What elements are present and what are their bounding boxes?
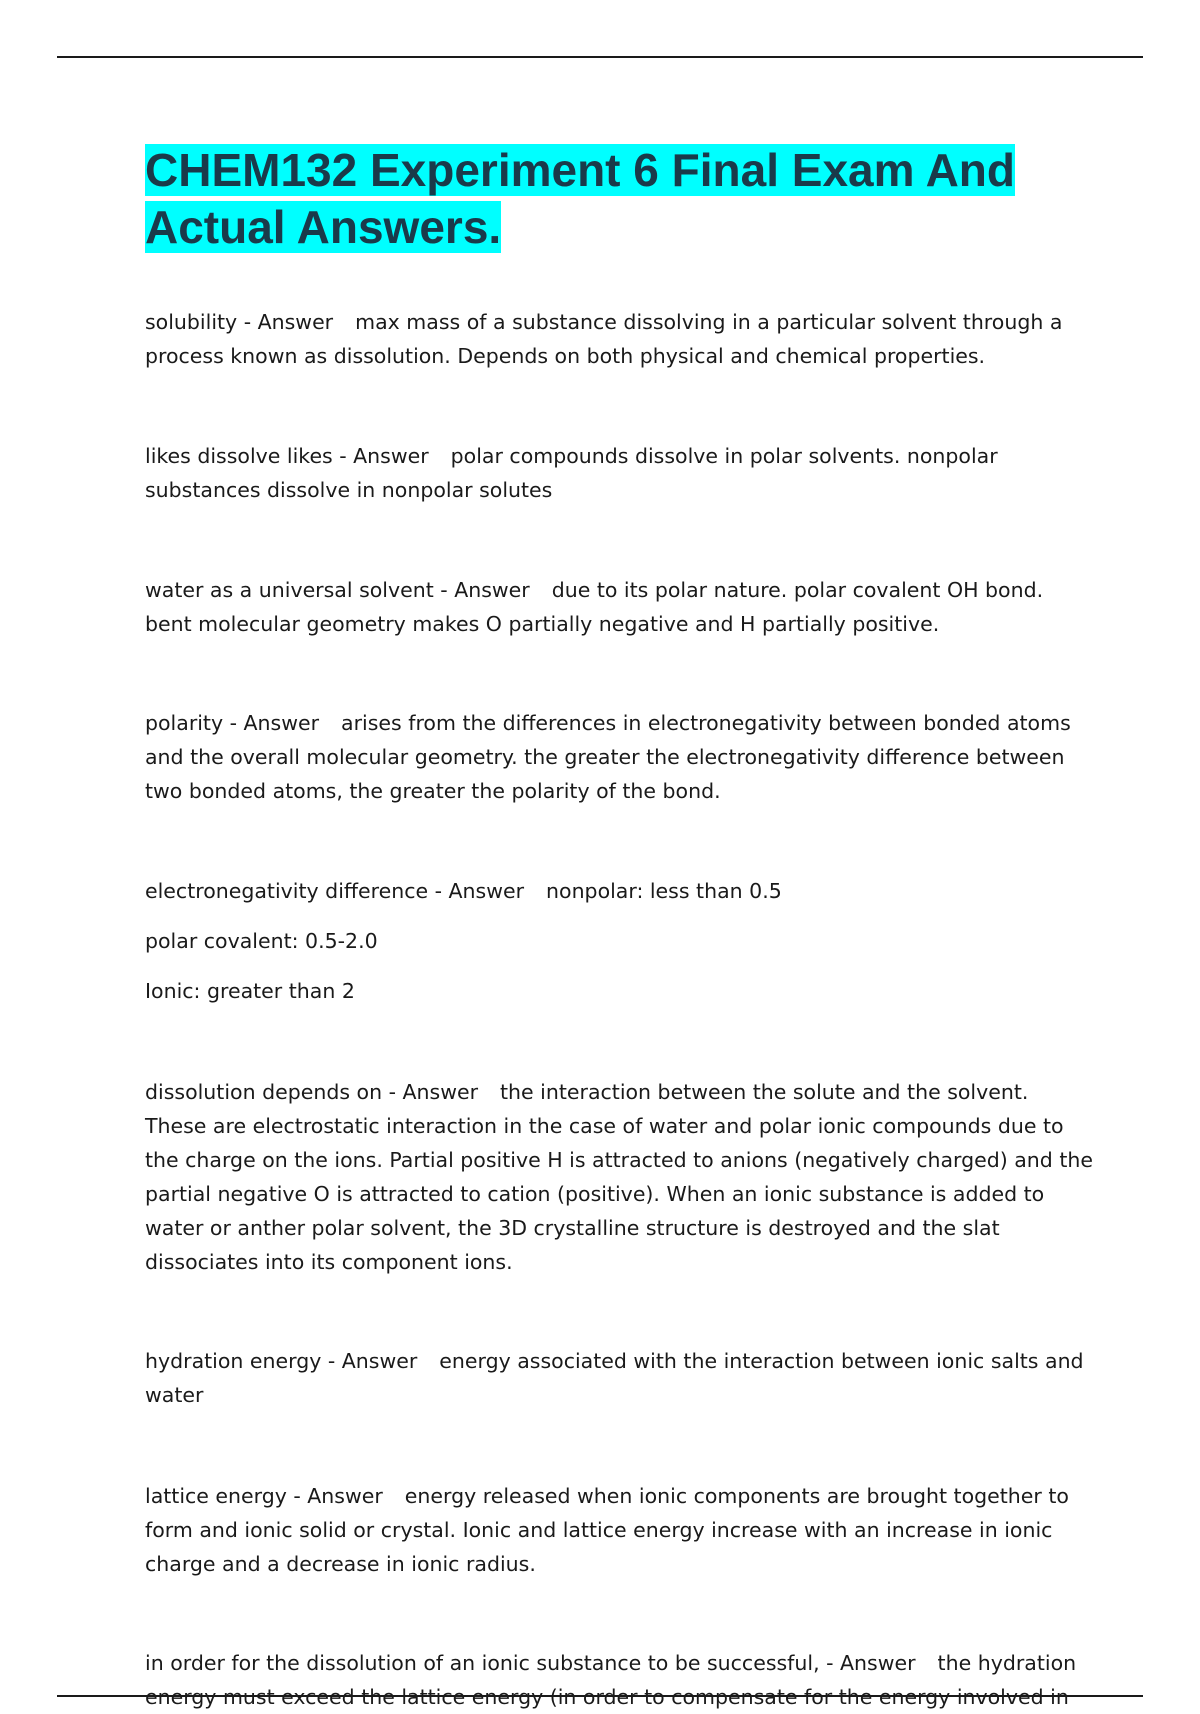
entry-lattice-energy xyxy=(145,1479,1095,1581)
entry-dissolution-success xyxy=(145,1646,1095,1714)
bottom-rule xyxy=(57,1695,1143,1697)
entry-dissolution-depends-on xyxy=(145,1075,1095,1279)
entry-answer: due to its polar nature. polar covalent OH bond. bent molecular geometry makes O partially negative and H partially positive. xyxy=(145,578,1044,636)
entry-term: electronegativity difference - Answer xyxy=(145,879,525,903)
entry-answer: energy associated with the interaction between ionic salts and water xyxy=(145,1349,1084,1407)
entry-answer: the interaction between the solute and the solvent. These are electrostatic interaction in the case of water and polar ionic compounds due to the charge on the ions. Partial positive H is attracted to anions (negatively charged) and the partial negative O is attracted to cation (positive). When an ionic substance is added to water or anther polar solvent, the 3D crystalline structure is destroyed and the slat dissociates into its component ions. xyxy=(145,1080,1093,1274)
entry-extra-line xyxy=(145,974,1095,1008)
entry-extra-line xyxy=(145,924,1095,958)
entry-extra-text: Ionic: greater than 2 xyxy=(145,979,355,1003)
document-title xyxy=(145,142,1095,256)
entry-solubility xyxy=(145,305,1095,373)
entry-term: water as a universal solvent - Answer xyxy=(145,578,530,602)
entry-polarity xyxy=(145,706,1095,808)
entry-answer: polar compounds dissolve in polar solvents. nonpolar substances dissolve in nonpolar solutes xyxy=(145,444,998,502)
entry-term: hydration energy - Answer xyxy=(145,1349,418,1373)
entry-answer: arises from the differences in electronegativity between bonded atoms and the overall molecular geometry. the greater the electronegativity difference between two bonded atoms, the greater the polarity of the bond. xyxy=(145,711,1071,803)
entry-term: solubility - Answer xyxy=(145,310,334,334)
top-rule xyxy=(57,56,1143,58)
entry-extra-text: polar covalent: 0.5-2.0 xyxy=(145,929,378,953)
entry-electronegativity-difference xyxy=(145,874,1095,908)
entry-answer: the hydration energy must exceed the lattice energy (in order to compensate for the energy involved in xyxy=(145,1651,1077,1709)
entry-term: likes dissolve likes - Answer xyxy=(145,444,429,468)
entry-answer: energy released when ionic components are brought together to form and ionic solid or crystal. Ionic and lattice energy increase with an increase in ionic charge and a decrease in ionic radius. xyxy=(145,1484,1069,1576)
document-title-text: CHEM132 Experiment 6 Final Exam And Actual Answers. xyxy=(145,144,1016,253)
entry-likes-dissolve-likes xyxy=(145,439,1095,507)
entry-answer: max mass of a substance dissolving in a particular solvent through a process known as dissolution. Depends on both physical and chemical properties. xyxy=(145,310,1063,368)
entry-universal-solvent xyxy=(145,573,1095,641)
entry-term: dissolution depends on - Answer xyxy=(145,1080,479,1104)
entry-term: lattice energy - Answer xyxy=(145,1484,383,1508)
entry-term: polarity - Answer xyxy=(145,711,320,735)
entry-term: in order for the dissolution of an ionic substance to be successful, - Answer xyxy=(145,1651,916,1675)
entry-answer: nonpolar: less than 0.5 xyxy=(546,879,782,903)
entry-hydration-energy xyxy=(145,1344,1095,1412)
